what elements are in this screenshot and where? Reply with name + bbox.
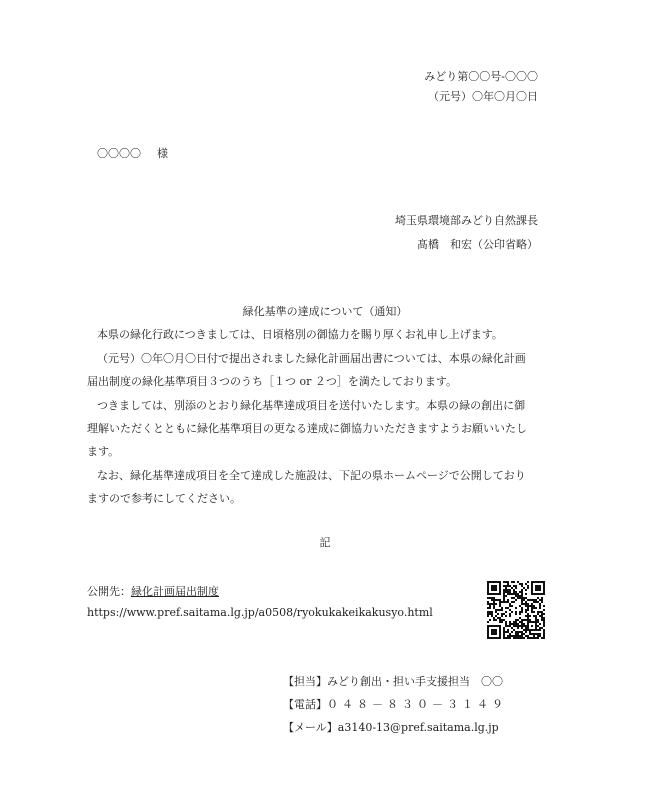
contact-mail-label: 【メール】 <box>283 721 338 734</box>
document-date: （元号）〇年〇月〇日 <box>428 90 538 103</box>
recipient <box>97 147 168 161</box>
recipient-name: 〇〇〇〇 <box>97 147 141 160</box>
notice-title: 緑化基準の達成について（通知） <box>242 305 408 318</box>
body-paragraph-3-line-2: 理解いただくとともに緑化基準項目の更なる達成に御協力いただきますようお願いいたし <box>87 422 527 435</box>
contact-tel-label: 【電話】 <box>283 698 327 711</box>
contact-mail <box>283 721 499 735</box>
sender-department: 埼玉県環境部みどり自然課長 <box>395 214 538 227</box>
contact-tanto <box>283 675 503 689</box>
publication-url[interactable]: https://www.pref.saitama.lg.jp/a0508/ryokukakeikakusyo.html <box>87 606 433 619</box>
contact-mail-value: a3140-13@pref.saitama.lg.jp <box>337 721 499 734</box>
publication-line <box>87 585 219 599</box>
document-number: みどり第〇〇号-〇〇〇 <box>424 70 538 83</box>
contact-tanto-value: みどり創出・担い手支援担当 〇〇 <box>327 675 503 688</box>
qr-code-icon <box>487 581 545 639</box>
body-paragraph-1: 本県の緑化行政につきましては、日頃格別の御協力を賜り厚くお礼申し上げます。 <box>97 328 503 341</box>
publication-label: 公開先： <box>87 585 131 598</box>
body-paragraph-2-line-1: （元号）〇年〇月〇日付で提出されました緑化計画届出書については、本県の緑化計画 <box>97 352 526 365</box>
body-paragraph-4-line-1: なお、緑化基準達成項目を全て達成した施設は、下記の県ホームページで公開しており <box>97 469 526 482</box>
ki-marker: 記 <box>319 536 331 549</box>
recipient-honorific: 様 <box>157 147 168 160</box>
publication-link[interactable]: 緑化計画届出制度 <box>131 585 219 598</box>
sender-person: 髙橋 和宏（公印省略） <box>417 238 538 251</box>
body-paragraph-4-line-2: ますので参考にしてください。 <box>87 492 241 505</box>
contact-tel-value: ０４８－８３０－３１４９ <box>327 698 507 711</box>
contact-tel <box>283 698 507 712</box>
body-paragraph-2-line-2: 届出制度の緑化基準項目３つのうち［１つ or ２つ］を満たしております。 <box>87 375 457 388</box>
body-paragraph-3-line-1: つきましては、別添のとおり緑化基準達成項目を送付いたします。本県の緑の創出に御 <box>97 399 526 412</box>
body-paragraph-3-line-3: ます。 <box>87 445 120 458</box>
contact-tanto-label: 【担当】 <box>283 675 327 688</box>
